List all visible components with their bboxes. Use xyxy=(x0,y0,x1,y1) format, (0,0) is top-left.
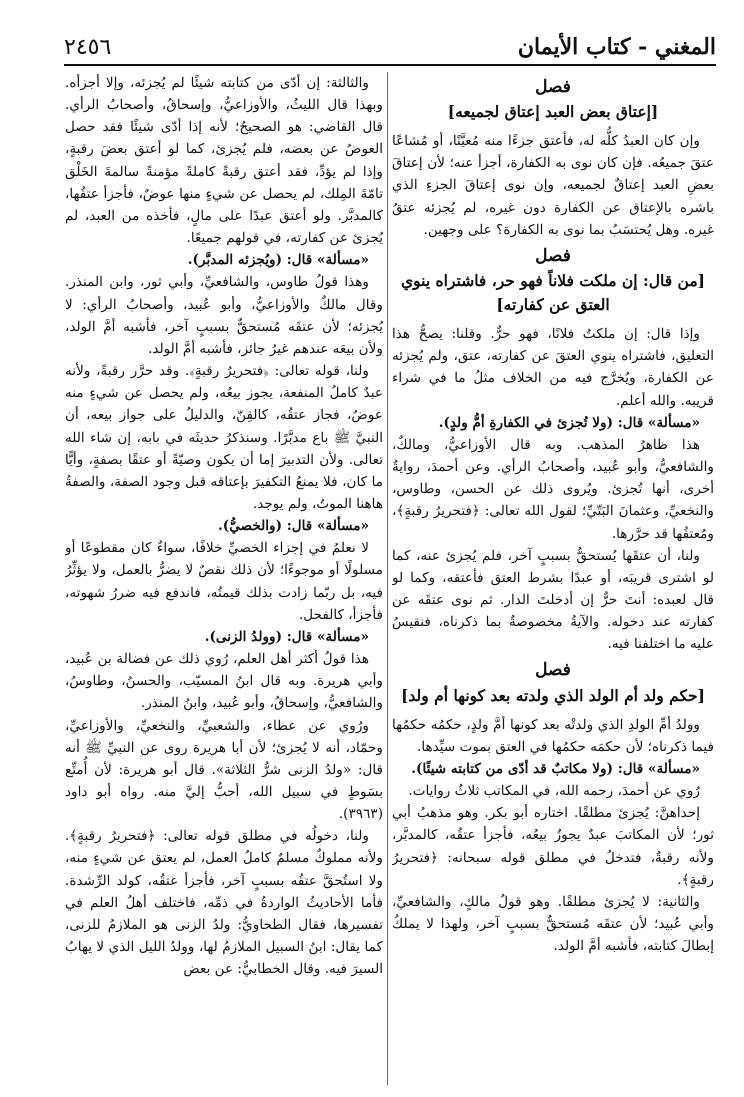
paragraph: ولنا، دخولُه في مطلق قوله تعالى: ﴿فتحريرُ رقبةٍ﴾. ولأنه مملوكٌ مسلمٌ كاملُ العمل، لم يعتق عن شيءٍ منه، ولا استُحقَّ عتقُه بسببٍ آخر، فأجزأ عتقُه، كولد الرِّشدة. فأما الأحاديثُ الواردةُ في ذمِّه، فاختلف أهلُ العلم في تفسيرها، فقال الطحاويُّ: ولدُ الزنى هو الملازمُ للزنى، كما يقال: ابنُ السبيل الملازمُ لها، وولدُ الليل الذي لا يهابُ السيرَ فيه. وقال الخطابيُّ: عن بعض xyxy=(65,828,383,978)
section-fasl-3: فصل xyxy=(535,660,571,681)
column-divider xyxy=(387,72,388,1085)
masala-line: «مسألة» قال: (ولا تُجزئ في الكفارةِ أمُّ ولدٍ). xyxy=(438,414,700,431)
paragraph: والثانية: لا يُجزئ مطلقًا. وهو قولُ مالكٍ، والشافعيِّ، وأبي عُبيد؛ لأن عتقَه مُستحقٌّ بسببٍ آخر، ولهذا لا يملكُ إبطالَ كتابته، فأشبه أمَّ الولد. xyxy=(392,893,714,955)
page-header xyxy=(64,30,716,66)
paragraph: إحداهنَّ: يُجزئ مطلقًا. اختاره أبو بكر. وهو مذهبُ أبي ثور؛ لأن المكاتبَ عبدٌ يجوزُ بيعُه، فأجزأ عتقُه، كالمدبَّر، ولأنه رقبةٌ، فتدخلُ في مطلق قوله سبحانه: ﴿فتحريرُ رقبةٍ﴾. xyxy=(392,805,714,888)
paragraph: هذا قولُ أكثر أهل العلم، رُوي ذلك عن فضالة بن عُبيد، وأبي هريرة. وبه قال ابنُ المسيّب، والحسنُ، وطاوسُ، والشافعيُّ، وإسحاقُ، وأبو عُبيد، وابنُ المنذر. xyxy=(65,651,383,712)
paragraph: ولنا، قوله تعالى: ﴿فتحريرُ رقبةٍ﴾. وقد حرَّر رقبةً، ولأنه عبدٌ كاملُ المنفعة، يجوز بيعُه، ولم يحصل عن شيءٍ منه عوضٌ، فجاز عتقُه، كالقِنّ، والدليلُ على جواز بيعه، أن النبيَّ ﷺ باع مدبَّرًا. وسنذكرُ حديثَه في بابه، إن شاء الله تعالى. ولأن التدبيرَ إما أن يكون وصيّةً أو عتقًا بصفةٍ، وأيًّا ما كان، فلا يمنعُ التكفيرَ بإعتاقه قبل وجود الصفة، والصفةُ هاهنا الموتُ، ولم يوجد. xyxy=(65,363,383,512)
paragraph: والثالثة: إن أدّى من كتابته شيئًا لم يُجزئه، وإلا أجزأه. وبهذا قال الليثُ، والأوزاعيُّ، وإسحاقُ، وأصحابُ الرأي. قال القاضي: هو الصحيحُ؛ لأنه إذا أدّى شيئًا فقد حصل العوضُ عن بعضه، فلم يُجزئ، كما لو أعتق بعضَ رقبةٍ، وإذا لم يؤدِّ، فقد أعتق رقبةً كاملةً مؤمنةً سالمةَ الخَلْق تامّةَ المِلك، لم يحصل عن شيءٍ منها عوضٌ، فأجزأ عتقُها، كالمدبَّر. ولو أعتق عبدًا على مالٍ، فأخذه من العبد، لم يُجزئ عن كفارته، في قولهم جميعًا. xyxy=(65,75,383,247)
paragraph: وإن كان العبدُ كلُّه له، فأعتق جزءًا منه مُعيَّنًا، أو مُشاعًا عتقَ جميعُه. فإن كان نوى به الكفارة، أجزأ عنه؛ لأن إعتاقَ بعضِ العبد إعتاقٌ لجميعه، وإن نوى إعتاقَ الجزءِ الذي باشره بالإعتاق عن الكفارة دون غيره، لم يُجزئه عتقُ غيره. وهل يُحتسَبُ بما نوى به الكفارة؟ على وجهين. xyxy=(392,133,714,238)
paragraph: وولدُ أمِّ الولدِ الذي ولدتْه بعد كونها أمَّ ولدٍ، حكمُه حكمُها فيما ذكرناه؛ لأن حكمَه حكمُها في العتق بموت سيِّدها. xyxy=(392,716,714,755)
paragraph: لا نعلمُ في إجزاء الخصيِّ خلافًا، سواءٌ كان مقطوعًا أو مسلولًا أو موجوءًا؛ لأن ذلك نقصٌ لا يضرُّ بالعمل، ولا يؤثِّرُ فيه، بل ربّما زادت بذلك قيمتُه، فاندفع فيه ضررُ شهوته، فأجزأ، كالفحل. xyxy=(65,540,383,623)
masala-line: «مسألة» قال: (وولدُ الزنى). xyxy=(204,628,369,645)
left-column xyxy=(65,72,383,1089)
running-title: المغني - كتاب الأيمان xyxy=(517,34,716,60)
section-fasl-2: فصل xyxy=(535,245,571,266)
section-heading-2: [من قال: إن ملكت فلاناً فهو حر، فاشتراه ينوي العتق عن كفارته] xyxy=(401,271,705,315)
paragraph: ولنا، أن عتقَها يُستحقُّ بسببٍ آخر، فلم يُجزئ عنه، كما لو اشترى قريبَه، أو عبدًا بشرط العتق فأعتقه، وكما لو قال لعبده: أنتَ حرٌّ إن أدخلتَ الدار. ثم نوى عتقَه عن كفارته عند دخوله. والآيةُ مخصوصةٌ بما ذكرناه، فنقيسُ عليه ما اختلفنا فيه. xyxy=(392,547,714,653)
paragraph: هذا ظاهرُ المذهب. وبه قال الأوزاعيُّ، ومالكٌ، والشافعيُّ، وأبو عُبيد، وأصحابُ الرأي. وعن أحمدَ، روايةٌ أخرى، أنها تُجزئ. ويُروى ذلك عن الحسن، وطاوس، والنخعيِّ، وعثمانَ البَتّيِّ؛ لقول الله تعالى: ﴿فتحريرُ رقبةٍ﴾، ومُعتقُها قد حرَّرها. xyxy=(392,436,714,542)
paragraph: ورُوي عن عطاء، والشعبيِّ، والنخعيِّ، والأوزاعيِّ، وحمّاد، أنه لا يُجزئ؛ لأن أبا هريرة روى عن النبيِّ ﷺ أنه قال: «ولدُ الزنى شرُّ الثلاثة». قال أبو هريرة: لأن أُمتِّع بسَوطٍ في سبيل الله، أحبُّ إليَّ منه. رواه أبو داود (٣٩٦٣). xyxy=(65,717,383,823)
paragraph: وهذا قولُ طاوس، والشافعيِّ، وأبي ثور، وابن المنذر. وقال مالكٌ والأوزاعيُّ، وأبو عُبيد، وأصحابُ الرأي: لا يُجزئه؛ لأن عتقَه مُستحقٌّ بسببٍ آخر، فأشبه أمَّ الولد، ولأن بيعَه عندهم غيرُ جائز، فأشبه أمَّ الولد. xyxy=(65,274,383,357)
paragraph: وإذا قال: إن ملكتُ فلانًا، فهو حرٌّ. وقلنا: يصحُّ هذا التعليق، فاشتراه ينوي العتقَ عن كفارته، عتق، ولم يُجزئه عن الكفارة، ويُخرَّج فيه من الخلاف مثلُ ما في شراء قريبه. والله أعلم. xyxy=(392,326,714,409)
paragraph: رُوي عن أحمدَ، رحمه الله، في المكاتب ثلاثُ روايات. xyxy=(408,783,700,800)
masala-line: «مسألة» قال: (والخصيُّ). xyxy=(218,518,369,535)
masala-line: «مسألة» قال: (ولا مكاتبٌ قد أدّى من كتابته شيئًا). xyxy=(411,760,700,777)
section-fasl-1: فصل xyxy=(535,77,571,97)
section-heading-1: [إعتاق بعض العبد إعتاق لجميعه] xyxy=(447,102,659,122)
section-heading-3: [حكم ولد أم الولد الذي ولدته بعد كونها أم ولد] xyxy=(401,685,705,705)
masala-line: «مسألة» قال: (ويُجزئه المدبَّر). xyxy=(187,252,369,269)
right-column xyxy=(392,72,714,1089)
page-number: ٢٤٥٦ xyxy=(64,34,112,60)
